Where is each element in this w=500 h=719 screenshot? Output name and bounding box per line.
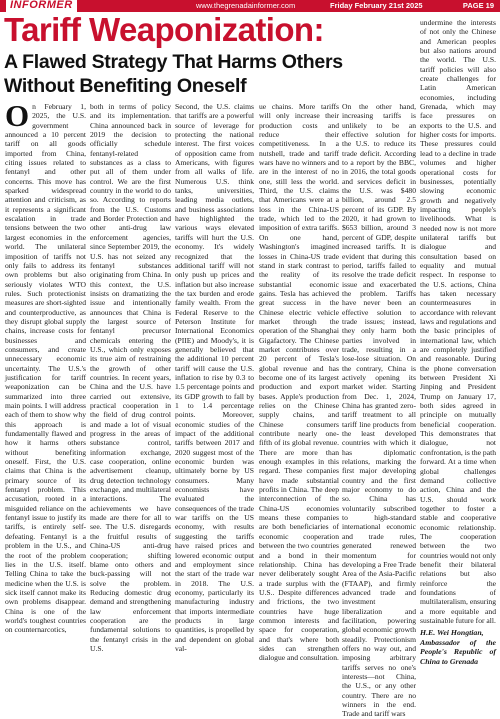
column-4-text: ue chains. More tariffs will only increase their production costs and reduce their competitiveness. In a nutshell, trade and tariff wars have no winners and are in the interest of no one, still less the world. Third, the U.S. claims that Americans were at a loss in the China-US trade, which led to the imposition of extra tariffs. On one hand, Washington's imagined losses in China-US trade stand in stark contrast to the reality of its substantial economic gains. Tesla has achieved great success in the Chinese electric vehicle market through the operation of the Shanghai Gigafactory. The Chinese market contributes over 20 percent of Tesla's global revenue and has become one of its largest production and export bases. Apple's production relies on the Chinese supply chains, and Chinese consumers contribute nearly one-fifth of its global revenue. There are more than enough examples in this regard. These companies have made substantial profits in China. The deep interconnection of the China-US economies means these companies are both beneficiaries of economic cooperation between the two countries and a bond in their relationship. China has never deliberately sought a trade surplus with the U.S.. Despite differences and frictions, the two countries have huge common interests and space for cooperation, and that's where both sides can strengthen dialogue and consultation. [259,102,339,663]
page-number: PAGE 19 [462,1,494,10]
column-5-text: On the other hand, increasing tariffs is unlikely to be an effective solution for the U.S. to reduce its trade deficit. According to a report by the BBC, in 2016, the total goods and services deficit in the U.S. was $480 billion, around 2.5 percent of its GDP. By 2020, it had grown to $653 billion, around 3 percent of GDP, despite increased tariffs. It is evident that during this period, tariffs failed to resolve the trade deficit issue and exacerbated the problem. Tariffs have never been an effective solution to trade issues; instead, they only harm both parties involved in trade, resulting in a lose-lose situation. On the contrary, China is actively opening its market wider. Starting from Dec. 1, 2024, China has granted zero-tariff treatment to all tariff line products from the least developed countries with which it has diplomatic relations, marking the first major developing country and the first major economy to do so. China has voluntarily subscribed to high-standard international economic and trade rules, generated renewed momentum for developing a Free Trade Area of the Asia-Pacific (FTAAP), and firmly advanced trade and investment liberalization and facilitation, powering global economic growth steadily. Protectionism offers no way out, and imposing arbitrary tariffs serves no one's interests—not China, the U.S., or any other country. There are no winners in the end. Trade and tariff wars [342,102,416,719]
column-1-text: n February 1, 2025, the U.S. government announced a 10 percent tariff on all goods imported from China, citing issues related to fentanyl and other concerns. This move has sparked widespread attention and criticism, as it represents a significant escalation in trade tensions between the two largest economies in the world. The unilateral imposition of tariffs not only fails to address its own problems but also seriously violates WTO rules. Such protectionist measures are short-sighted and counterproductive, as they disrupt global supply chains, increase costs for businesses and consumers, and create unnecessary economic uncertainty. The U.S.'s justification for tariff weaponization can be summarized into three main points. I will address each of them to show why this approach is fundamentally flawed and how it harms others without benefiting oneself. First, the U.S. claims that China is the primary source of its fentanyl problem. This accusation, rooted in a misguided reliance on the fentanyl issue to justify its tariffs, is entirely self-defeating. Fentanyl is a problem in the U.S., and the root of the problem lies in the U.S. itself. Telling China to take the medicine when the U.S. is sick itself cannot make its own problems disappear. China is one of the world's toughest countries on counternarcotics, [5,102,86,635]
article-column-2 [90,102,171,653]
masthead-logo: INFORMER [6,0,77,12]
article-title: Tariff Weaponization: [4,11,324,48]
article-column-6 [420,18,496,666]
issue-date: Friday February 21st 2025 [330,1,423,10]
author-role: Ambassador of the People's Republic of China to Grenada [420,637,496,666]
column-2-text: both in terms of policy and its implementation. China announced back in 2019 the decision to officially schedule fentanyl-related substances as a class to put all of them under control. We are the first country in the world to do so. According to reports from the U.S. Customs and Border Protection and other anti-drug law enforcement agencies, since September 2019, the U.S. has not seized any fentanyl substances originating from China. In this context, the U.S. insists on dramatizing the issue and intentionally announces that China is the largest source of fentanyl precursor chemicals entering the U.S., which only exposes its true aim of restraining the growth of other countries. In recent years, China and the U.S. have carried out extensive, practical cooperation in the field of drug control and made a lot of visual progress in the areas of substance control, information exchange, case cooperation, online advertisement cleanup, drug detection technology exchange, and multilateral interactions. The achievements we have made are there for all to see. The U.S. disregards the fruitful results of China-US anti-drug cooperation; shifting blame onto others and buck-passing will not solve the problem. Reducing domestic drug demand and strengthening law enforcement cooperation are the fundamental solutions to the fentanyl crisis in the U.S. [90,102,171,653]
author-name: H.E. Wei Hongtian, [420,628,484,638]
website-url[interactable]: www.thegrenadainformer.com [196,1,296,10]
article-column-4 [259,102,339,663]
article-column-1 [5,98,86,646]
column-3-text: Second, the U.S. claims that tariffs are a powerful source of leverage for protecting the national interest. The first voices of opposition came from Americans, with figures from all walks of life. Numerous U.S. think tanks, universities, leading media outlets, and business associations have highlighted the various ways elevated tariffs will hurt the U.S. economy. It's widely recognized that the additional tariff will not only push up prices and inflation but also increase the tax burden and erode family wealth. From the Federal Reserve to the Peterson Institute for International Economics (PIIE) and Moody's, it is generally believed that the additional 10 percent tariff will cause the U.S. inflation to rise by 0.3 to 1.5 percentage points and its GDP growth to fall by 1 to 1.4 percentage points. Moreover, economic studies of the impact of the additional tariffs between 2017 and 2020 suggest most of the economic burden was ultimately borne by US consumers. Many economists have evaluated the consequences of the trade war tariffs on the US economy, with results suggesting the tariffs have raised prices and lowered economic output and employment since the start of the trade war in 2018. The U.S. economy, particularly its manufacturing industry that imports intermediate products in large quantities, is propelled by and dependent on global val- [175,102,254,653]
column-6-text: undermine the interests of not only the Chinese and American peoples but also nations around the world. The U.S. tariff policies will also create challenges for Latin American economies, including Grenada, which may face pressures on exports to the U.S. and higher costs for imports. These pressures could lead to a decline in trade volumes and higher operational costs for businesses, potentially slowing economic growth and negatively impacting people's livelihoods. What is needed now is not more unilateral tariffs but dialogue and consultation based on equality and mutual respect. In response to the U.S. actions, China has taken necessary countermeasures in accordance with relevant laws and regulations and the basic principles of international law, which are completely justified and reasonable. During the phone conversation between President Xi Jinping and President Trump on January 17, both sides agreed in principle on mutually beneficial cooperation. This demonstrates that dialogue, not confrontation, is the path forward. At a time when global challenges demand collective action, China and the U.S. should work together to foster a stable and cooperative economic relationship. The cooperation between the two countries would not only benefit their bilateral relations but also reinforce the foundations of multilateralism, ensuring a more equitable and sustainable future for all. [420,18,496,625]
drop-cap: O [5,98,30,133]
article-subtitle: A Flawed Strategy That Harms Others Without Benefiting Oneself [4,51,343,97]
article-column-3 [175,102,254,653]
article-column-5 [342,102,416,719]
